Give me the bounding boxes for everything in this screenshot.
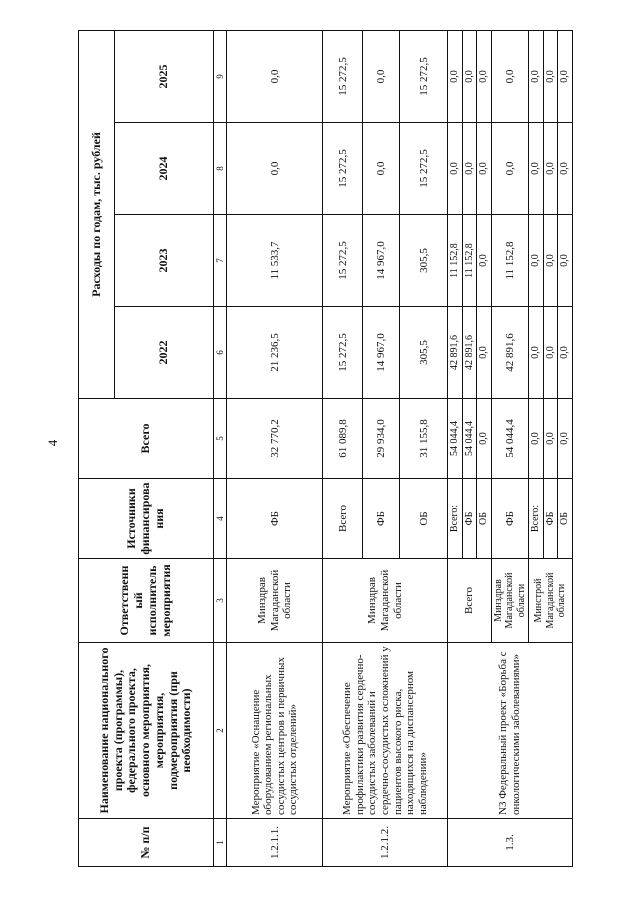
row-2023: 11 152,8 — [462, 215, 477, 307]
header-year-2025: 2025 — [115, 30, 214, 122]
row-total: 54 044,4 — [491, 399, 529, 479]
col-number: 8 — [214, 123, 227, 215]
col-number: 1 — [214, 819, 227, 867]
row-total: 0,0 — [543, 399, 558, 479]
header-total: Всего — [79, 399, 214, 479]
rotated-table-area — [78, 31, 571, 867]
row-2024: 0,0 — [462, 123, 477, 215]
row-total: 0,0 — [529, 399, 544, 479]
col-number: 4 — [214, 479, 227, 559]
row-2022: 0,0 — [543, 307, 558, 399]
row-2025: 15 272,5 — [323, 30, 363, 122]
row-source: ОБ — [558, 479, 573, 559]
rotated-table-container — [78, 31, 571, 867]
row-2024: 0,0 — [363, 123, 400, 215]
row-total: 61 089,8 — [323, 399, 363, 479]
header-name: Наименование национального проекта (программы), федерального проекта, основного мероприятия, мероприятия, подмероприятия (при необходимости) — [79, 643, 214, 819]
row-2024: 0,0 — [477, 123, 492, 215]
row-2025: 15 272,5 — [400, 30, 448, 122]
row-executor: Минздрав Магаданской области — [491, 559, 529, 643]
row-2025: 0,0 — [558, 30, 573, 122]
row-2022: 0,0 — [477, 307, 492, 399]
page-number: 4 — [45, 439, 60, 447]
row-2023: 0,0 — [543, 215, 558, 307]
row-2025: 0,0 — [477, 30, 492, 122]
row-source: Всего: — [529, 479, 544, 559]
header-num: № п/п — [79, 819, 214, 867]
row-2025: 0,0 — [227, 30, 323, 122]
row-title: Мероприятие «Оснащение оборудованием региональных сосудистых центров и первичных сосудистых отделений» — [227, 643, 323, 819]
row-2025: 0,0 — [529, 30, 544, 122]
row-total: 54 044,4 — [448, 399, 463, 479]
row-2022: 0,0 — [558, 307, 573, 399]
row-2022: 42 891,6 — [448, 307, 463, 399]
row-2022: 0,0 — [529, 307, 544, 399]
row-executor: Минздрав Магаданской области — [323, 559, 448, 643]
header-year-2023: 2023 — [115, 215, 214, 307]
header-source: Источники финансирования — [79, 479, 214, 559]
row-2022: 14 967,0 — [363, 307, 400, 399]
row-number: 1.3. — [448, 819, 573, 867]
col-number: 3 — [214, 559, 227, 643]
row-executor: Минздрав Магаданской области — [227, 559, 323, 643]
row-2024: 15 272,5 — [323, 123, 363, 215]
row-2024: 0,0 — [543, 123, 558, 215]
row-2024: 0,0 — [529, 123, 544, 215]
header-executor: Ответственный исполнитель мероприятия — [79, 559, 214, 643]
row-source: ФБ — [227, 479, 323, 559]
row-total: 0,0 — [477, 399, 492, 479]
row-2024: 0,0 — [448, 123, 463, 215]
row-2023: 305,5 — [400, 215, 448, 307]
row-2022: 21 236,5 — [227, 307, 323, 399]
header-year-2022: 2022 — [115, 307, 214, 399]
row-source: ФБ — [363, 479, 400, 559]
row-total: 29 934,0 — [363, 399, 400, 479]
row-source: ОБ — [400, 479, 448, 559]
row-total: 32 770,2 — [227, 399, 323, 479]
col-number: 2 — [214, 643, 227, 819]
row-2023: 0,0 — [558, 215, 573, 307]
row-2025: 0,0 — [462, 30, 477, 122]
col-number: 5 — [214, 399, 227, 479]
row-source: ФБ — [462, 479, 477, 559]
row-2025: 0,0 — [448, 30, 463, 122]
row-2023: 11 152,8 — [448, 215, 463, 307]
row-2022: 15 272,5 — [323, 307, 363, 399]
col-number: 9 — [214, 30, 227, 122]
row-executor: Всего — [448, 559, 492, 643]
header-expenses: Расходы по годам, тыс. рублей — [79, 30, 115, 398]
row-2025: 0,0 — [543, 30, 558, 122]
row-2024: 0,0 — [227, 123, 323, 215]
row-source: ОБ — [477, 479, 492, 559]
row-title: Мероприятие «Обеспечение профилактики развития сердечно-сосудистых заболеваний и сердечно-сосудистых осложнений у пациентов высокого риска, находящихся на диспансерном наблюдении» — [323, 643, 448, 819]
table-row — [227, 30, 323, 866]
row-title: N3 Федеральный проект «Борьба с онкологическими заболеваниями» — [448, 643, 573, 819]
row-2024: 0,0 — [491, 123, 529, 215]
row-2022: 42 891,6 — [491, 307, 529, 399]
col-number: 7 — [214, 215, 227, 307]
row-2023: 11 152,8 — [491, 215, 529, 307]
row-total: 54 044,4 — [462, 399, 477, 479]
row-2023: 11 533,7 — [227, 215, 323, 307]
row-source: Всего — [323, 479, 363, 559]
row-source: Всего: — [448, 479, 463, 559]
row-2023: 0,0 — [477, 215, 492, 307]
table-row — [323, 30, 363, 866]
row-2025: 0,0 — [491, 30, 529, 122]
row-total: 31 155,8 — [400, 399, 448, 479]
row-2022: 305,5 — [400, 307, 448, 399]
row-2023: 0,0 — [529, 215, 544, 307]
row-source: ФБ — [491, 479, 529, 559]
col-number: 6 — [214, 307, 227, 399]
row-total: 0,0 — [558, 399, 573, 479]
header-year-2024: 2024 — [115, 123, 214, 215]
row-2024: 0,0 — [558, 123, 573, 215]
row-2024: 15 272,5 — [400, 123, 448, 215]
expenses-table — [78, 30, 573, 867]
row-2023: 15 272,5 — [323, 215, 363, 307]
row-2022: 42 891,6 — [462, 307, 477, 399]
row-number: 1.2.1.2. — [323, 819, 448, 867]
row-executor: Минстрой Магаданской области — [529, 559, 573, 643]
row-number: 1.2.1.1. — [227, 819, 323, 867]
table-row — [448, 30, 463, 866]
row-2023: 14 967,0 — [363, 215, 400, 307]
row-source: ФБ — [543, 479, 558, 559]
row-2025: 0,0 — [363, 30, 400, 122]
